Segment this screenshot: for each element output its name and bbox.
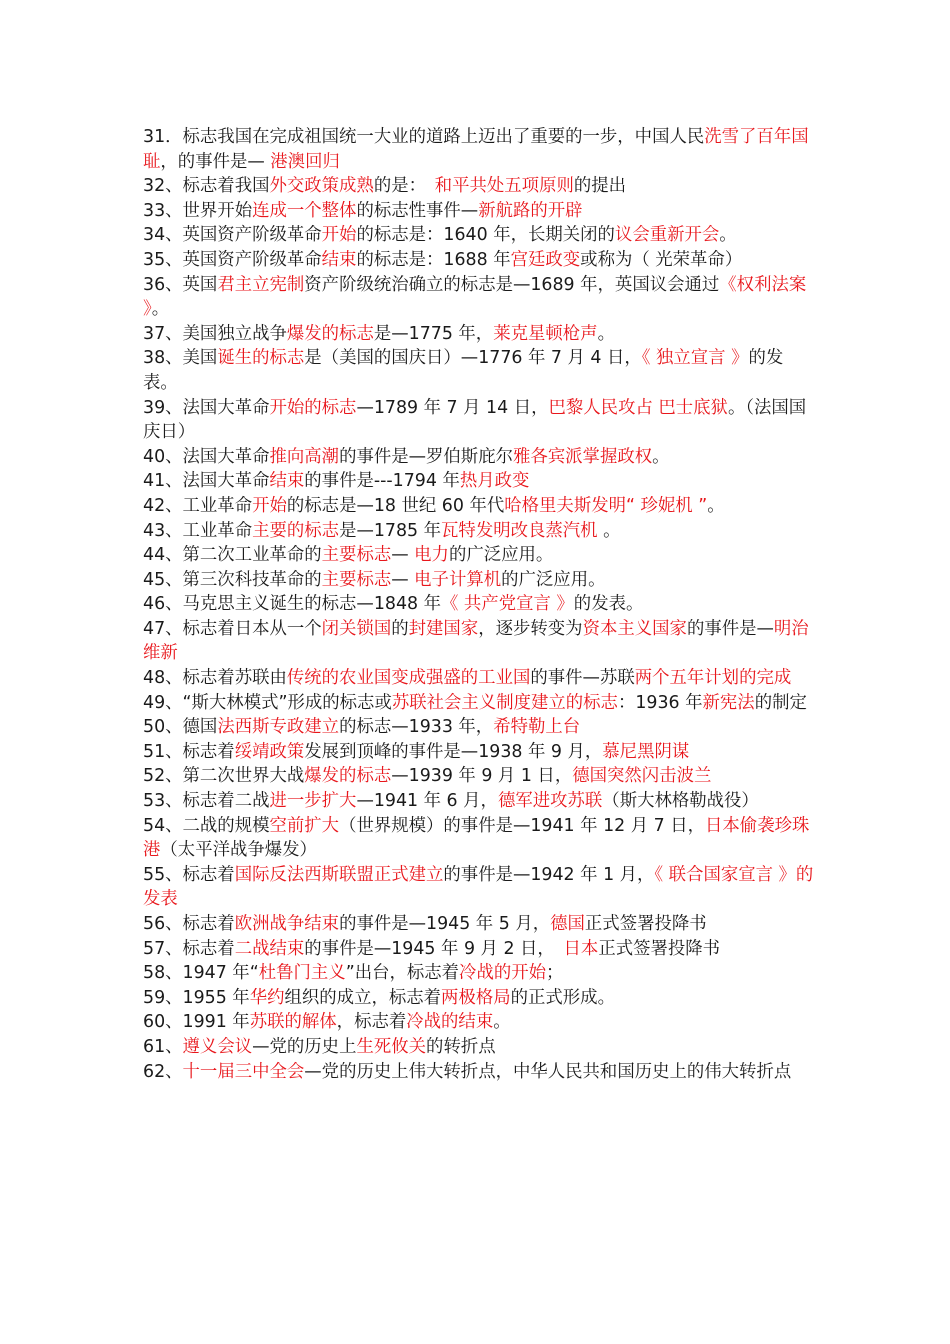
body-text: 32、标志着我国 <box>143 176 270 197</box>
body-text: 或称为（ 光荣革命） <box>580 249 743 270</box>
body-text: 的是： <box>373 176 435 197</box>
highlight-text: 二战结束 <box>234 938 305 959</box>
highlight-text: 议会重新开会 <box>614 225 720 246</box>
body-text: 35、英国资产阶级革命 <box>143 249 322 270</box>
body-text: 56、标志着 <box>143 914 235 934</box>
body-text: 的标志是：1688 年 <box>356 249 511 270</box>
highlight-text: 法西斯专政建立 <box>217 717 340 738</box>
list-item <box>143 125 815 174</box>
highlight-text: 欧洲战争结束 <box>234 914 340 934</box>
list-item <box>143 174 815 199</box>
list-item <box>143 543 815 568</box>
highlight-text: 冷战的开始 <box>459 963 547 984</box>
highlight-text: 《 联合国家宣言 》的发表 <box>143 864 814 910</box>
body-text: 的事件是— <box>686 618 774 639</box>
body-text: 59、1955 年 <box>143 987 250 1008</box>
body-text: 58、1947 年“ <box>143 963 259 984</box>
body-text: 的广泛应用。 <box>448 545 554 566</box>
highlight-text: 十一届三中全会 <box>182 1061 305 1082</box>
highlight-text: 日本偷袭珍珠港 <box>143 815 810 861</box>
list-item <box>143 469 815 494</box>
body-text: 。 <box>719 225 737 246</box>
body-text: 53、标志着二战 <box>143 791 270 812</box>
highlight-text: 两个五年计划的完成 <box>634 668 792 689</box>
body-text: 38、美国 <box>143 348 218 369</box>
body-text: ； <box>546 963 564 984</box>
body-text: 的制定 <box>754 692 807 713</box>
list-item <box>143 961 815 986</box>
list-item <box>143 617 815 666</box>
body-text: 组织的成立，标志着 <box>284 987 442 1008</box>
body-text: 60、1991 年 <box>143 1012 250 1033</box>
list-item <box>143 346 815 395</box>
highlight-text: 德国突然闪击波兰 <box>572 766 712 787</box>
body-text: —党的历史上 <box>252 1036 357 1057</box>
body-text: 。 <box>597 520 621 541</box>
body-text: 46、马克思主义诞生的标志—1848 年 <box>143 594 441 615</box>
body-text: 的事件是—罗伯斯庇尔 <box>339 446 513 467</box>
highlight-text: 闭关锁国 <box>321 618 392 639</box>
body-text: 正式签署投降书 <box>598 938 721 959</box>
highlight-text: 两极格局 <box>441 987 511 1008</box>
list-item <box>143 248 815 273</box>
body-text: 55、标志着 <box>143 864 235 885</box>
highlight-text: 慕尼黑阴谋 <box>602 741 690 762</box>
body-text: 的事件是—1945 年 5 月， <box>339 914 551 934</box>
body-text: 。 <box>493 1012 511 1033</box>
highlight-text: 《 共产党宣言 》 <box>441 594 574 615</box>
body-text: 的正式形成。 <box>510 987 615 1008</box>
body-text: 正式签署投降书 <box>584 914 707 934</box>
highlight-text: 封建国家 <box>408 618 479 639</box>
body-text: —党的历史上伟大转折点，中华人民共和国历史上的伟大转折点 <box>304 1061 792 1082</box>
highlight-text: 洗雪了百年国耻 <box>143 127 809 172</box>
highlight-text: 新宪法 <box>702 692 755 713</box>
body-text: 。 <box>707 495 725 516</box>
highlight-text: 莱克星顿枪声 <box>493 323 598 344</box>
highlight-text: 结束 <box>269 471 305 492</box>
body-text: 34、英国资产阶级革命 <box>143 225 322 246</box>
list-item <box>143 396 815 445</box>
body-text: 57、标志着 <box>143 938 235 959</box>
highlight-text: 和平共处五项原则 <box>434 176 574 197</box>
highlight-text: 《权利法案 》 <box>143 274 807 320</box>
body-text: 51、标志着 <box>143 741 235 762</box>
list-item <box>143 494 815 519</box>
body-text: — <box>391 569 415 590</box>
body-text: 的事件—苏联 <box>530 668 635 689</box>
highlight-text: 德国 <box>550 914 585 934</box>
body-text: 49、“斯大林模式”形成的标志或 <box>143 692 392 713</box>
list-item <box>143 199 815 224</box>
highlight-text: 热月政变 <box>459 471 530 492</box>
body-text: 的事件是—1942 年 1 月， <box>443 864 655 885</box>
body-text: ，逐步转变为 <box>478 618 583 639</box>
highlight-text: 诞生的标志 <box>217 348 305 369</box>
body-text: 43、工业革命 <box>143 520 253 541</box>
highlight-text: 苏联的解体 <box>249 1012 337 1033</box>
highlight-text: 雅各宾派掌握政权 <box>512 446 653 467</box>
highlight-text: 推向高潮 <box>269 446 340 467</box>
body-text: 是（美国的国庆日）—1776 年 7 月 4 日， <box>304 348 642 369</box>
highlight-text: 开始的标志 <box>269 397 357 418</box>
highlight-text: 日本 <box>563 938 599 959</box>
list-item <box>143 715 815 740</box>
highlight-text: 开始 <box>252 495 287 516</box>
list-item <box>143 666 815 691</box>
highlight-text: 爆发的标志 <box>286 323 374 344</box>
body-text: （斯大林格勒战役） <box>602 791 759 812</box>
body-text: 的提出 <box>573 176 627 197</box>
highlight-text: 主要标志 <box>321 569 392 590</box>
highlight-text: 进一步扩大 <box>269 791 357 812</box>
body-text: ，的事件是— <box>160 151 271 172</box>
body-text: 是—1785 年 <box>339 520 442 541</box>
list-item <box>143 322 815 347</box>
body-text: （世界规模）的事件是—1941 年 12 月 7 日， <box>339 815 706 836</box>
highlight-text: 君主立宪制 <box>217 274 305 295</box>
body-text: 62、 <box>143 1061 183 1082</box>
list-item <box>143 764 815 789</box>
body-text: ”出台，标志着 <box>345 963 460 984</box>
highlight-text: 电力 <box>414 545 449 566</box>
highlight-text: 《 独立宣言 》 <box>641 348 749 369</box>
highlight-text: 巴黎人民攻占 巴士底狱 <box>548 397 728 418</box>
body-text: 的 <box>391 618 409 639</box>
body-text: 的标志—1933 年， <box>339 717 494 738</box>
list-item <box>143 912 815 937</box>
body-text: 。（法国国庆日） <box>143 397 807 443</box>
highlight-text: 国际反法西斯联盟正式建立 <box>234 864 444 885</box>
highlight-text: 哈格里夫斯发明“ 珍妮机 ” <box>504 495 708 516</box>
body-text: 39、法国大革命 <box>143 397 270 418</box>
body-text: 45、第三次科技革命的 <box>143 569 322 590</box>
document-body <box>143 125 815 1084</box>
body-text: 。 <box>151 299 170 320</box>
body-text: 37、美国独立战争 <box>143 323 287 344</box>
body-text: 31．标志我国在完成祖国统一大业的道路上迈出了重要的一步，中国人民 <box>143 127 705 147</box>
body-text: 的发表。 <box>573 594 644 615</box>
list-item <box>143 789 815 814</box>
body-text: 54、二战的规模 <box>143 815 270 836</box>
highlight-text: 空前扩大 <box>269 815 340 836</box>
body-text: 42、工业革命 <box>143 495 253 516</box>
body-text: 61、 <box>143 1036 183 1057</box>
highlight-text: 结束 <box>321 249 357 270</box>
body-text: 36、英国 <box>143 274 218 295</box>
body-text: 44、第二次工业革命的 <box>143 545 322 566</box>
body-text: ，标志着 <box>336 1012 407 1033</box>
body-text: 的事件是—1945 年 9 月 2 日， <box>304 938 564 959</box>
list-item <box>143 986 815 1011</box>
body-text: —1789 年 7 月 14 日， <box>356 397 549 418</box>
list-item <box>143 937 815 962</box>
body-text: 的发表。 <box>143 348 784 393</box>
list-item <box>143 1035 815 1060</box>
body-text: 的标志是—18 世纪 60 年代 <box>286 495 505 516</box>
body-text: 资产阶级统治确立的标志是—1689 年，英国议会通过 <box>304 274 720 295</box>
body-text: 的广泛应用。 <box>501 569 606 590</box>
highlight-text: 电子计算机 <box>414 569 502 590</box>
highlight-text: 资本主义国家 <box>582 618 687 639</box>
list-item <box>143 1010 815 1035</box>
body-text: 52、第二次世界大战 <box>143 766 305 787</box>
body-text: — <box>391 545 415 566</box>
body-text: 。 <box>597 323 615 344</box>
body-text: ：1936 年 <box>617 692 703 713</box>
body-text: 的标志性事件— <box>356 200 479 221</box>
highlight-text: 苏联社会主义制度建立的标志 <box>391 692 618 713</box>
highlight-text: 瓦特发明改良蒸汽机 <box>441 520 598 541</box>
body-text: 50、德国 <box>143 717 218 738</box>
body-text: 40、法国大革命 <box>143 446 270 467</box>
highlight-text: 遵义会议 <box>182 1036 253 1057</box>
highlight-text: 德军进攻苏联 <box>497 791 603 812</box>
body-text: 的转折点 <box>426 1036 496 1057</box>
body-text: 41、法国大革命 <box>143 471 270 492</box>
highlight-text: 生死攸关 <box>356 1036 427 1057</box>
body-text: （太平洋战争爆发） <box>160 840 317 861</box>
list-item <box>143 740 815 765</box>
highlight-text: 华约 <box>249 987 285 1008</box>
highlight-text: 新航路的开辟 <box>478 200 583 221</box>
highlight-text: 主要标志 <box>321 545 392 566</box>
highlight-text: 传统的农业国变成强盛的工业国 <box>286 668 531 689</box>
highlight-text: 港澳回归 <box>270 151 340 172</box>
highlight-text: 杜鲁门主义 <box>258 963 346 984</box>
highlight-text: 主要的标志 <box>252 520 340 541</box>
body-text: 的标志是：1640 年，长期关闭的 <box>356 225 615 246</box>
body-text: 48、标志着苏联由 <box>143 668 287 689</box>
body-text: 发展到顶峰的事件是—1938 年 9 月， <box>304 741 603 762</box>
list-item <box>143 273 815 322</box>
list-item <box>143 1060 815 1085</box>
highlight-text: 明治维新 <box>143 618 809 664</box>
highlight-text: 宫廷政变 <box>510 249 581 270</box>
body-text: —1941 年 6 月， <box>356 791 498 812</box>
list-item <box>143 223 815 248</box>
list-item <box>143 519 815 544</box>
body-text: 33、世界开始 <box>143 200 253 221</box>
list-item <box>143 445 815 470</box>
highlight-text: 连成一个整体 <box>252 200 357 221</box>
body-text: 47、标志着日本从一个 <box>143 618 322 639</box>
highlight-text: 外交政策成熟 <box>269 176 374 197</box>
highlight-text: 开始 <box>321 225 357 246</box>
body-text: 。 <box>652 446 670 467</box>
list-item <box>143 568 815 593</box>
list-item <box>143 592 815 617</box>
highlight-text: 爆发的标志 <box>304 766 392 787</box>
list-item <box>143 691 815 716</box>
list-item <box>143 863 815 912</box>
highlight-text: 希特勒上台 <box>493 717 581 738</box>
body-text: 是—1775 年， <box>373 323 494 344</box>
highlight-text: 冷战的结束 <box>406 1012 494 1033</box>
highlight-text: 绥靖政策 <box>234 741 305 762</box>
list-item <box>143 814 815 863</box>
body-text: —1939 年 9 月 1 日， <box>391 766 573 787</box>
body-text: 的事件是---1794 年 <box>304 471 460 492</box>
